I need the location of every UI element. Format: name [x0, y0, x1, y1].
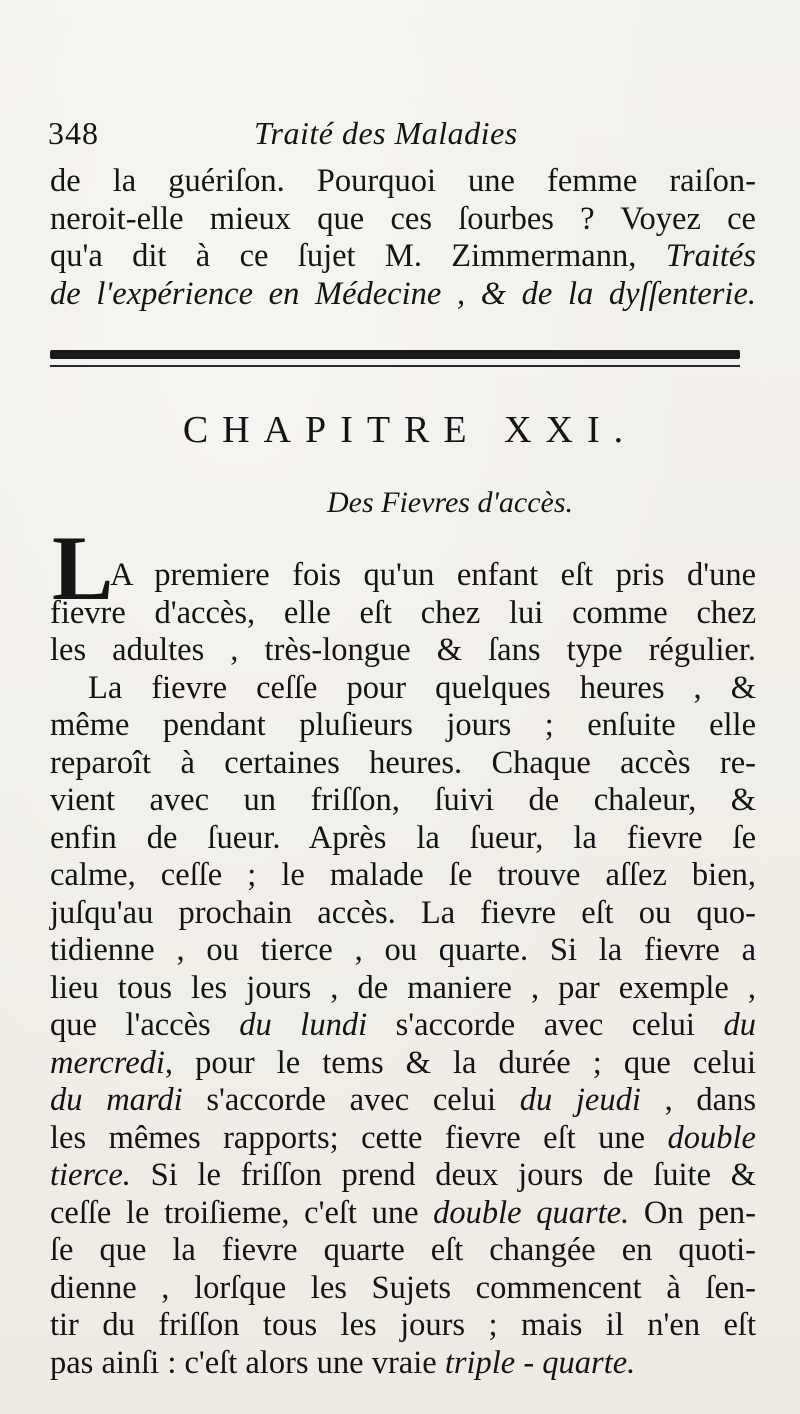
text-line	[50, 1157, 756, 1195]
text-segment: A premiere fois qu'un enfant eſt pris d'une	[110, 557, 756, 593]
text-line	[50, 1345, 756, 1383]
drop-cap: L	[52, 517, 114, 619]
text-segment: tidienne , ou tierce , ou quarte. Si la fievre a	[50, 932, 756, 968]
text-segment: neroit-elle mieux que ces ſourbes ? Voyez ce	[50, 200, 756, 237]
text-segment: dienne , lorſque les Sujets commencent à ſen-	[50, 1269, 756, 1306]
italic-segment: tierce.	[50, 1157, 131, 1193]
text-segment: s'accorde avec celui	[367, 1007, 724, 1043]
text-segment: ceſſe le troiſieme, c'eſt une	[50, 1194, 434, 1231]
page-number: 348	[48, 115, 99, 151]
chapter-title: CHAPITRE XXI.	[182, 409, 638, 451]
text-line	[50, 895, 756, 933]
text-line	[50, 1120, 756, 1158]
text-segment: juſqu'au prochain accès. La fievre eſt ou quo-	[50, 894, 756, 931]
italic-segment: mercredi	[50, 1044, 165, 1081]
text-line	[50, 238, 756, 276]
text-line	[50, 1307, 756, 1345]
text-segment: lieu tous les jours , de maniere , par exemple ,	[50, 969, 756, 1006]
italic-segment: du lundi	[239, 1007, 368, 1043]
text-segment: vient avec un friſſon, ſuivi de chaleur, &	[50, 782, 756, 818]
italic-segment: Traités	[665, 238, 756, 274]
text-segment: On pen-	[629, 1194, 756, 1231]
text-line	[50, 595, 756, 633]
text-segment: , dans	[640, 1082, 756, 1118]
text-line	[50, 1045, 756, 1083]
intro-paragraph	[50, 163, 756, 313]
text-line	[50, 932, 756, 970]
running-title: Traité des Maladies	[254, 115, 518, 151]
text-segment: pas ainſi : c'eſt alors une vraie	[50, 1344, 445, 1381]
text-segment: fievre d'accès, elle eſt chez lui comme chez	[50, 594, 756, 631]
text-segment: même pendant pluſieurs jours ; enſuite elle	[50, 707, 756, 743]
text-segment: , pour le tems & la durée ; que celui	[164, 1044, 756, 1081]
text-line	[50, 201, 756, 239]
text-segment: que l'accès	[50, 1007, 240, 1043]
text-line	[50, 1270, 756, 1308]
ornament-rule-thin	[50, 365, 740, 367]
text-segment: qu'a dit à ce ſujet M. Zimmermann,	[50, 238, 666, 274]
text-line	[50, 670, 756, 708]
text-segment: les mêmes rapports; cette fievre eſt une	[50, 1119, 668, 1156]
text-segment: de la guériſon. Pourquoi une femme raiſon-	[50, 163, 756, 199]
text-line	[50, 276, 756, 314]
text-line	[50, 1195, 756, 1233]
text-line	[50, 857, 756, 895]
text-line	[50, 1232, 756, 1270]
text-line	[50, 163, 756, 201]
text-segment: La fievre ceſſe pour quelques heures , &	[88, 669, 756, 706]
text-segment: Si le friſſon prend deux jours de ſuite &	[130, 1157, 756, 1193]
ornament-rule-thick	[50, 350, 740, 359]
italic-segment: double	[667, 1119, 756, 1156]
italic-segment: double quarte.	[433, 1194, 630, 1231]
text-line	[50, 632, 756, 670]
text-line	[50, 782, 756, 820]
italic-segment: du	[723, 1007, 756, 1043]
text-segment: s'accorde avec celui	[182, 1082, 520, 1118]
text-line	[50, 1082, 756, 1120]
text-line	[50, 745, 756, 783]
text-segment: ſe que la fievre quarte eſt changée en quoti-	[50, 1232, 756, 1268]
chapter-body	[50, 557, 756, 1382]
text-line	[50, 970, 756, 1008]
text-segment: enfin de ſueur. Après la ſueur, la fievre ſe	[50, 819, 756, 856]
text-segment: tir du friſſon tous les jours ; mais il n'en eſt	[50, 1307, 756, 1343]
text-line	[50, 820, 756, 858]
italic-segment: du jeudi	[519, 1082, 641, 1118]
italic-segment: de l'expérience en Médecine , & de la dyſſenterie.	[50, 275, 756, 312]
italic-segment: du mardi	[50, 1082, 183, 1118]
text-line	[50, 557, 756, 595]
text-line	[50, 707, 756, 745]
text-segment: reparoît à certaines heures. Chaque accès re-	[50, 744, 756, 781]
text-line	[50, 1007, 756, 1045]
italic-segment: triple - quarte.	[444, 1344, 636, 1381]
section-title: Des Fievres d'accès.	[326, 486, 574, 519]
text-segment: calme, ceſſe ; le malade ſe trouve aſſez bien,	[50, 857, 756, 893]
page-header	[48, 115, 748, 155]
text-segment: les adultes , très-longue & ſans type régulier.	[50, 632, 756, 668]
